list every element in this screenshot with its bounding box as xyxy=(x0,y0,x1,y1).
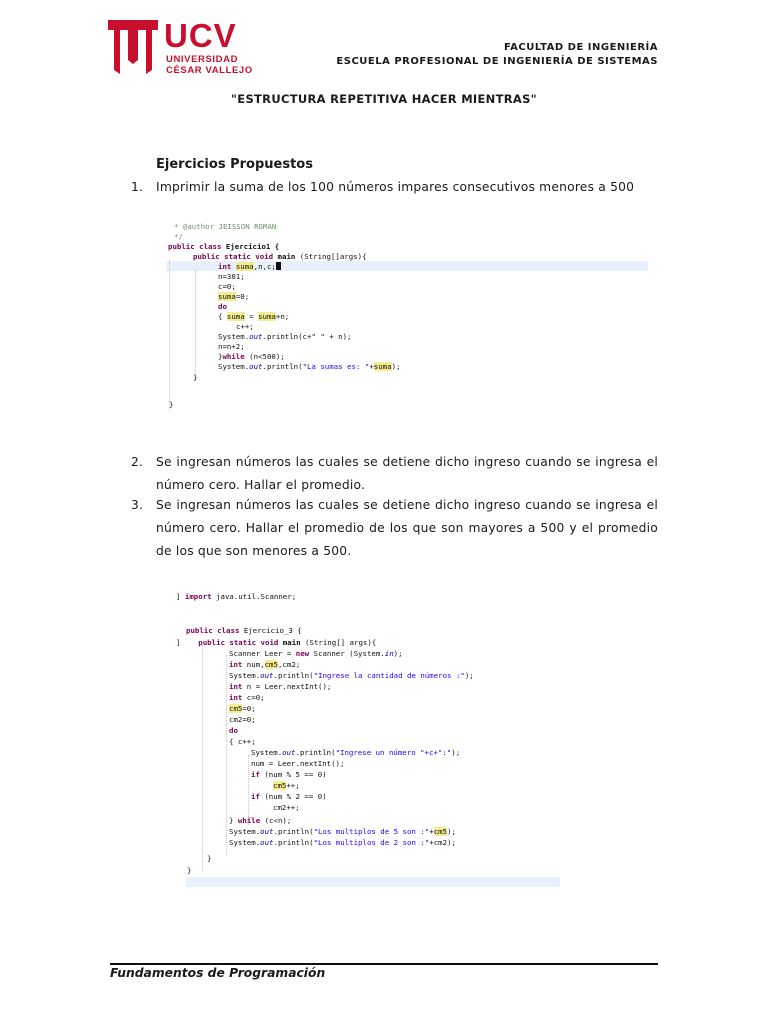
code-line: { c++; xyxy=(229,737,256,746)
code-line: { suma = suma+n; xyxy=(218,312,290,321)
exercise-item-3 xyxy=(131,494,658,563)
exercise-text: Se ingresan números las cuales se detiene dicho ingreso cuando se ingresa el número cero. Hallar el promedio. xyxy=(156,455,658,492)
current-line-highlight xyxy=(186,877,560,887)
code-line: int n = Leer.nextInt(); xyxy=(229,682,332,691)
faculty-heading: FACULTAD DE INGENIERÍA xyxy=(504,42,658,53)
code-line: do xyxy=(218,302,227,311)
code-line: suma=0; xyxy=(218,292,250,301)
code-line: int c=0; xyxy=(229,693,265,702)
exercise-text: Imprimir la suma de los 100 números impares consecutivos menores a 500 xyxy=(156,180,635,194)
code-line: public class Ejercicio_3 { xyxy=(186,626,302,635)
code-line: num = Leer.nextInt(); xyxy=(251,759,345,768)
code-line: cm5++; xyxy=(273,781,300,790)
code-screenshot-1 xyxy=(166,218,650,414)
code-line: do xyxy=(229,726,238,735)
code-line: int suma,n,c; xyxy=(218,262,281,273)
code-line: c++; xyxy=(236,322,254,331)
code-line: System.out.println("Ingrese la cantidad de números :"); xyxy=(229,671,474,680)
code-line: ] import java.util.Scanner; xyxy=(176,592,297,601)
footer-course-title: Fundamentos de Programación xyxy=(110,966,326,980)
code-line: }while (n<500); xyxy=(218,352,285,361)
code-line: public static void main (String[]args){ xyxy=(193,252,367,261)
code-line: if (num % 2 == 0) xyxy=(251,792,327,801)
code-line: Scanner Leer = new Scanner (System.in); xyxy=(229,649,403,658)
code-line: cm2++; xyxy=(273,803,300,812)
logo-university-line: UNIVERSIDAD xyxy=(166,54,239,65)
exercise-text: Se ingresan números las cuales se detiene dicho ingreso cuando se ingresa el número cero. Hallar el promedio de los que son mayores a 500 y el promedio de los que son menores a 500. xyxy=(156,498,658,558)
exercise-item-2 xyxy=(131,451,658,497)
code-line: } xyxy=(169,400,174,409)
section-heading: Ejercicios Propuestos xyxy=(156,157,313,172)
exercise-number: 1. xyxy=(131,180,144,194)
code-line: System.out.println("La sumas es: "+suma); xyxy=(218,362,401,371)
document-title: "ESTRUCTURA REPETITIVA HACER MIENTRAS" xyxy=(231,92,537,106)
exercise-item-1 xyxy=(131,176,666,199)
footer-divider xyxy=(110,963,658,965)
code-line: System.out.println("Los multiplos de 2 son :"+cm2); xyxy=(229,838,456,847)
code-line: if (num % 5 == 0) xyxy=(251,770,327,779)
code-line: System.out.println("Los multiplos de 5 son :"+cm5); xyxy=(229,827,456,836)
text-cursor xyxy=(276,262,281,270)
code-screenshot-2 xyxy=(172,588,564,890)
code-line: c=0; xyxy=(218,282,236,291)
school-heading: ESCUELA PROFESIONAL DE INGENIERÍA DE SISTEMAS xyxy=(336,56,658,67)
code-line: ] public static void main (String[] args){ xyxy=(176,638,377,647)
code-line: System.out.println(c+" " + n); xyxy=(218,332,352,341)
logo-wordmark: UCV xyxy=(164,17,237,54)
exercise-number: 2. xyxy=(131,455,144,469)
code-line: cm2=0; xyxy=(229,715,256,724)
code-line: * @author JEISSON ROMAN xyxy=(174,222,277,231)
code-line: public class Ejercicio1 { xyxy=(168,242,280,251)
code-line: System.out.println("Ingrese un número "+c+":"); xyxy=(251,748,461,757)
code-line: } xyxy=(187,866,192,875)
code-line: } xyxy=(193,373,198,382)
exercise-number: 3. xyxy=(131,498,144,512)
code-line: } xyxy=(207,854,212,863)
code-line: int num,cm5,cm2; xyxy=(229,660,301,669)
code-line: cm5=0; xyxy=(229,704,256,713)
ucv-shield-logo-icon xyxy=(108,20,158,74)
code-line: n=301; xyxy=(218,272,245,281)
code-line: n=n+2; xyxy=(218,342,245,351)
code-line: */ xyxy=(174,232,183,241)
logo-name-line: CÉSAR VALLEJO xyxy=(166,65,253,76)
code-line: } while (c<n); xyxy=(229,816,292,825)
